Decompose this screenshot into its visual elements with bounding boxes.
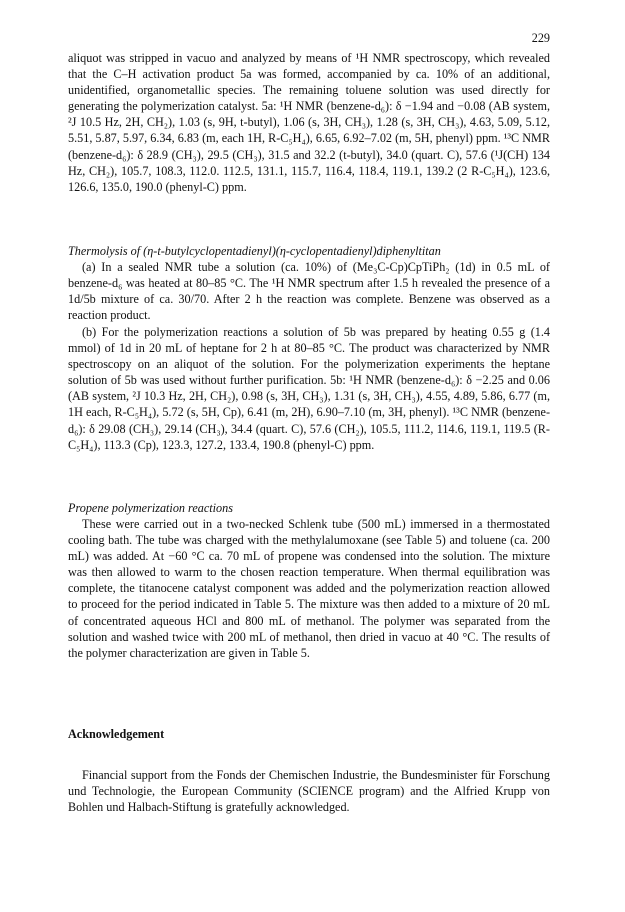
heading-acknowledgement: Acknowledgement — [68, 727, 165, 741]
heading-propene: Propene polymerization reactions — [68, 501, 233, 515]
paragraph-acknowledgement: Financial support from the Fonds der Chemischen Industrie, the Bundesminister für Forschung und Technologie, the European Community (SCIENCE program) and the Alfried Krupp von Bohlen und Halbach-Stiftung is gratefully acknowledged. — [68, 768, 550, 815]
paragraph-b: (b) For the polymerization reactions a solution of 5b was prepared by heating 0.55 g (1.4 mmol) of 1d in 20 mL of heptane for 2 h at 80–85 °C. The product was characterized by NMR spectroscopy on an aliquot of the solution. For the polymerization experiments the heptane solution of 5b was used without further purification. 5b: ¹H NMR (benzene-d₆): δ −2.25 and 0.06 (AB system, ²J 10.3 Hz, 2H, CH₂), 0.98 (s, 3H, CH₃), 1.31 (s, 3H, CH₃), 4.55, 4.89, 5.86, 6.77 (m, 1H each, R-C₅H₄), 5.72 (s, 5H, Cp), 6.41 (m, 2H), 6.90–7.10 (m, 3H, phenyl). ¹³C NMR (benzene-d₆): δ 29.08 (CH₃), 29.14 (CH₃), 34.4 (quart. C), 57.6 (CH₂), 105.5, 111.2, 114.6, 119.1, 119.5 (R-C₅H₄), 113.3 (Cp), 123.3, 127.2, 133.4, 190.8 (phenyl-C) ppm. — [68, 325, 550, 452]
paragraph-a: (a) In a sealed NMR tube a solution (ca. 10%) of (Me₃C-Cp)CpTiPh₂ (1d) in 0.5 mL of benzene-d₆ was heated at 80–85 °C. The ¹H NMR spectrum after 1.5 h revealed the presence of a 1d/5b mixture of ca. 30/70. After 2 h the reaction was complete. Benzene was observed as a reaction product. — [68, 260, 550, 323]
paragraph-propene: These were carried out in a two-necked Schlenk tube (500 mL) immersed in a thermostated cooling bath. The tube was charged with the methylalumoxane (see Table 5) and toluene (ca. 200 mL) was added. At −60 °C ca. 70 mL of propene was condensed into the solution. The mixture was then allowed to warm to the chosen reaction temperature. When thermal equilibration was complete, the titanocene catalyst component was added and the polymerization reaction allowed to proceed for the period indicated in Table 5. The mixture was then added to a mixture of 20 mL of concentrated aqueous HCl and 800 mL of methanol. The polymer was separated from the solution and washed twice with 200 mL of methanol, then dried in vacuo at 40 °C. The results of the polymer characterization are given in Table 5. — [68, 517, 550, 660]
paragraph-continued: aliquot was stripped in vacuo and analyzed by means of ¹H NMR spectroscopy, which revealed that the C–H activation product 5a was formed, accompanied by ca. 10% of an additional, unidentified, organometallic species. The remaining toluene solution was used directly for generating the polymerization catalyst. 5a: ¹H NMR (benzene-d₆): δ −1.94 and −0.08 (AB system, ²J 10.5 Hz, 2H, CH₂), 1.03 (s, 9H, t-butyl), 1.06 (s, 3H, CH₃), 1.28 (s, 3H, CH₃), 4.63, 5.09, 5.12, 5.51, 5.87, 5.97, 6.34, 6.83 (m, each 1H, R-C₅H₄), 6.65, 6.92–7.02 (m, 5H, phenyl) ppm. ¹³C NMR (benzene-d₆): δ 28.9 (CH₃), 29.5 (CH₃), 31.5 and 32.2 (t-butyl), 34.0 (quart. C), 57.6 (¹J(CH) 134 Hz, CH₂), 105.7, 108.3, 112.0. 112.5, 131.1, 115.7, 116.4, 118.4, 119.1, 139.2 (2 R-C₅H₄), 123.6, 126.6, 135.0, 190.0 (phenyl-C) ppm. — [68, 51, 550, 194]
heading-thermolysis: Thermolysis of (η-t-butylcyclopentadienyl)(η-cyclopentadienyl)diphenyltitan — [68, 244, 441, 258]
page-number: 229 — [531, 31, 550, 45]
